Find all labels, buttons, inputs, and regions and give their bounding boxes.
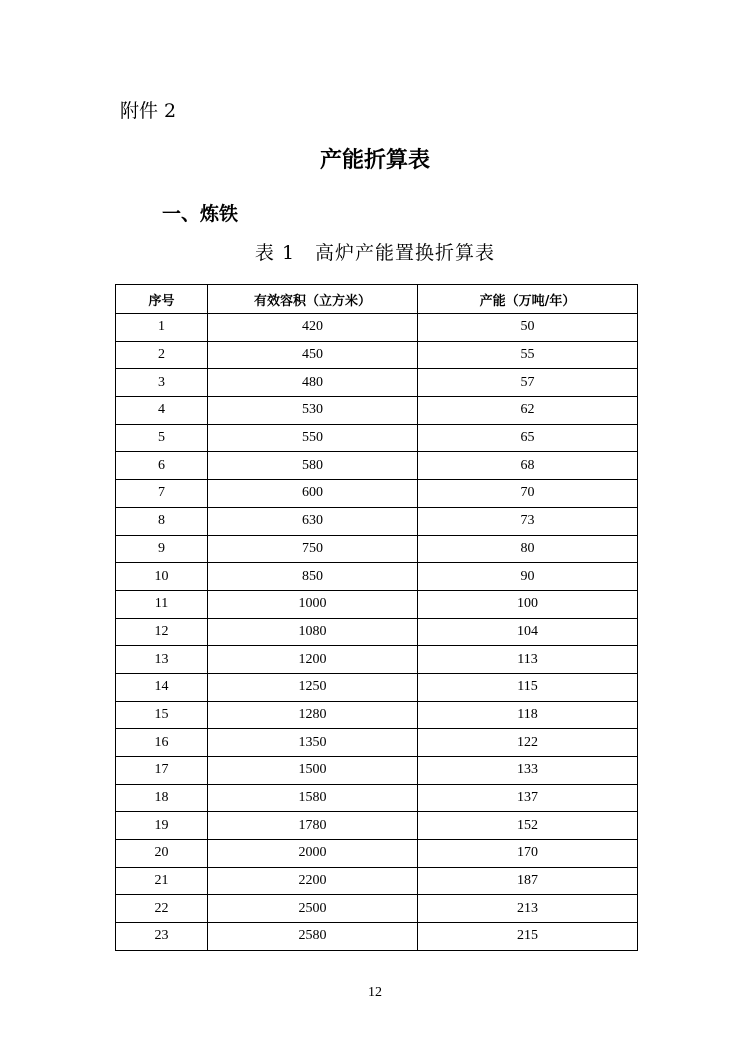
- cell-effective-volume: 2000: [208, 840, 418, 868]
- cell-capacity: 170: [418, 840, 638, 868]
- cell-serial-number: 14: [116, 673, 208, 701]
- table-row: [116, 923, 638, 951]
- cell-serial-number: 5: [116, 424, 208, 452]
- cell-capacity: 152: [418, 812, 638, 840]
- cell-serial-number: 13: [116, 646, 208, 674]
- cell-effective-volume: 550: [208, 424, 418, 452]
- cell-effective-volume: 1080: [208, 618, 418, 646]
- cell-effective-volume: 750: [208, 535, 418, 563]
- cell-capacity: 213: [418, 895, 638, 923]
- table-row: [116, 701, 638, 729]
- cell-serial-number: 6: [116, 452, 208, 480]
- cell-capacity: 133: [418, 757, 638, 785]
- cell-effective-volume: 420: [208, 314, 418, 342]
- cell-serial-number: 3: [116, 369, 208, 397]
- table-row: [116, 673, 638, 701]
- cell-effective-volume: 600: [208, 480, 418, 508]
- cell-capacity: 55: [418, 341, 638, 369]
- cell-capacity: 62: [418, 397, 638, 425]
- cell-serial-number: 22: [116, 895, 208, 923]
- cell-effective-volume: 1500: [208, 757, 418, 785]
- header-effective-volume: 有效容积（立方米）: [208, 285, 418, 314]
- table-row: [116, 369, 638, 397]
- table-row: [116, 757, 638, 785]
- cell-effective-volume: 1200: [208, 646, 418, 674]
- cell-effective-volume: 2580: [208, 923, 418, 951]
- cell-effective-volume: 1350: [208, 729, 418, 757]
- cell-capacity: 122: [418, 729, 638, 757]
- capacity-conversion-table: [115, 284, 638, 951]
- table-row: [116, 341, 638, 369]
- cell-effective-volume: 1000: [208, 590, 418, 618]
- cell-capacity: 57: [418, 369, 638, 397]
- header-capacity: 产能（万吨/年）: [418, 285, 638, 314]
- table-header-row: [116, 285, 638, 314]
- cell-capacity: 187: [418, 867, 638, 895]
- cell-capacity: 70: [418, 480, 638, 508]
- cell-serial-number: 23: [116, 923, 208, 951]
- table-body: [116, 314, 638, 951]
- cell-effective-volume: 1580: [208, 784, 418, 812]
- cell-effective-volume: 850: [208, 563, 418, 591]
- table-row: [116, 895, 638, 923]
- cell-serial-number: 12: [116, 618, 208, 646]
- cell-effective-volume: 450: [208, 341, 418, 369]
- cell-serial-number: 2: [116, 341, 208, 369]
- cell-serial-number: 1: [116, 314, 208, 342]
- cell-effective-volume: 630: [208, 507, 418, 535]
- cell-capacity: 90: [418, 563, 638, 591]
- attachment-label: 附件 2: [120, 100, 177, 122]
- cell-capacity: 115: [418, 673, 638, 701]
- cell-capacity: 215: [418, 923, 638, 951]
- table-row: [116, 563, 638, 591]
- cell-capacity: 104: [418, 618, 638, 646]
- cell-serial-number: 16: [116, 729, 208, 757]
- cell-serial-number: 7: [116, 480, 208, 508]
- cell-effective-volume: 2500: [208, 895, 418, 923]
- cell-effective-volume: 1250: [208, 673, 418, 701]
- table-row: [116, 590, 638, 618]
- table-row: [116, 452, 638, 480]
- cell-effective-volume: 1280: [208, 701, 418, 729]
- cell-capacity: 65: [418, 424, 638, 452]
- cell-capacity: 68: [418, 452, 638, 480]
- cell-capacity: 137: [418, 784, 638, 812]
- cell-capacity: 73: [418, 507, 638, 535]
- page-number: 12: [368, 985, 382, 1000]
- cell-serial-number: 20: [116, 840, 208, 868]
- cell-serial-number: 9: [116, 535, 208, 563]
- cell-effective-volume: 480: [208, 369, 418, 397]
- cell-capacity: 80: [418, 535, 638, 563]
- cell-effective-volume: 1780: [208, 812, 418, 840]
- section-heading: 一、炼铁: [162, 203, 239, 225]
- cell-effective-volume: 2200: [208, 867, 418, 895]
- cell-serial-number: 17: [116, 757, 208, 785]
- header-serial-number: 序号: [116, 285, 208, 314]
- table-row: [116, 507, 638, 535]
- table-row: [116, 314, 638, 342]
- table-row: [116, 812, 638, 840]
- table-caption: 表 1 高炉产能置换折算表: [254, 242, 496, 264]
- table-row: [116, 646, 638, 674]
- table-row: [116, 618, 638, 646]
- capacity-conversion-table-container: [115, 284, 637, 951]
- table-row: [116, 840, 638, 868]
- cell-serial-number: 18: [116, 784, 208, 812]
- cell-effective-volume: 530: [208, 397, 418, 425]
- cell-capacity: 118: [418, 701, 638, 729]
- cell-serial-number: 15: [116, 701, 208, 729]
- table-row: [116, 397, 638, 425]
- cell-serial-number: 10: [116, 563, 208, 591]
- table-row: [116, 535, 638, 563]
- cell-serial-number: 19: [116, 812, 208, 840]
- cell-capacity: 100: [418, 590, 638, 618]
- cell-effective-volume: 580: [208, 452, 418, 480]
- table-row: [116, 480, 638, 508]
- table-row: [116, 424, 638, 452]
- cell-capacity: 50: [418, 314, 638, 342]
- cell-serial-number: 21: [116, 867, 208, 895]
- cell-capacity: 113: [418, 646, 638, 674]
- page-title: 产能折算表: [319, 148, 430, 173]
- table-row: [116, 729, 638, 757]
- table-row: [116, 867, 638, 895]
- cell-serial-number: 11: [116, 590, 208, 618]
- table-row: [116, 784, 638, 812]
- cell-serial-number: 4: [116, 397, 208, 425]
- cell-serial-number: 8: [116, 507, 208, 535]
